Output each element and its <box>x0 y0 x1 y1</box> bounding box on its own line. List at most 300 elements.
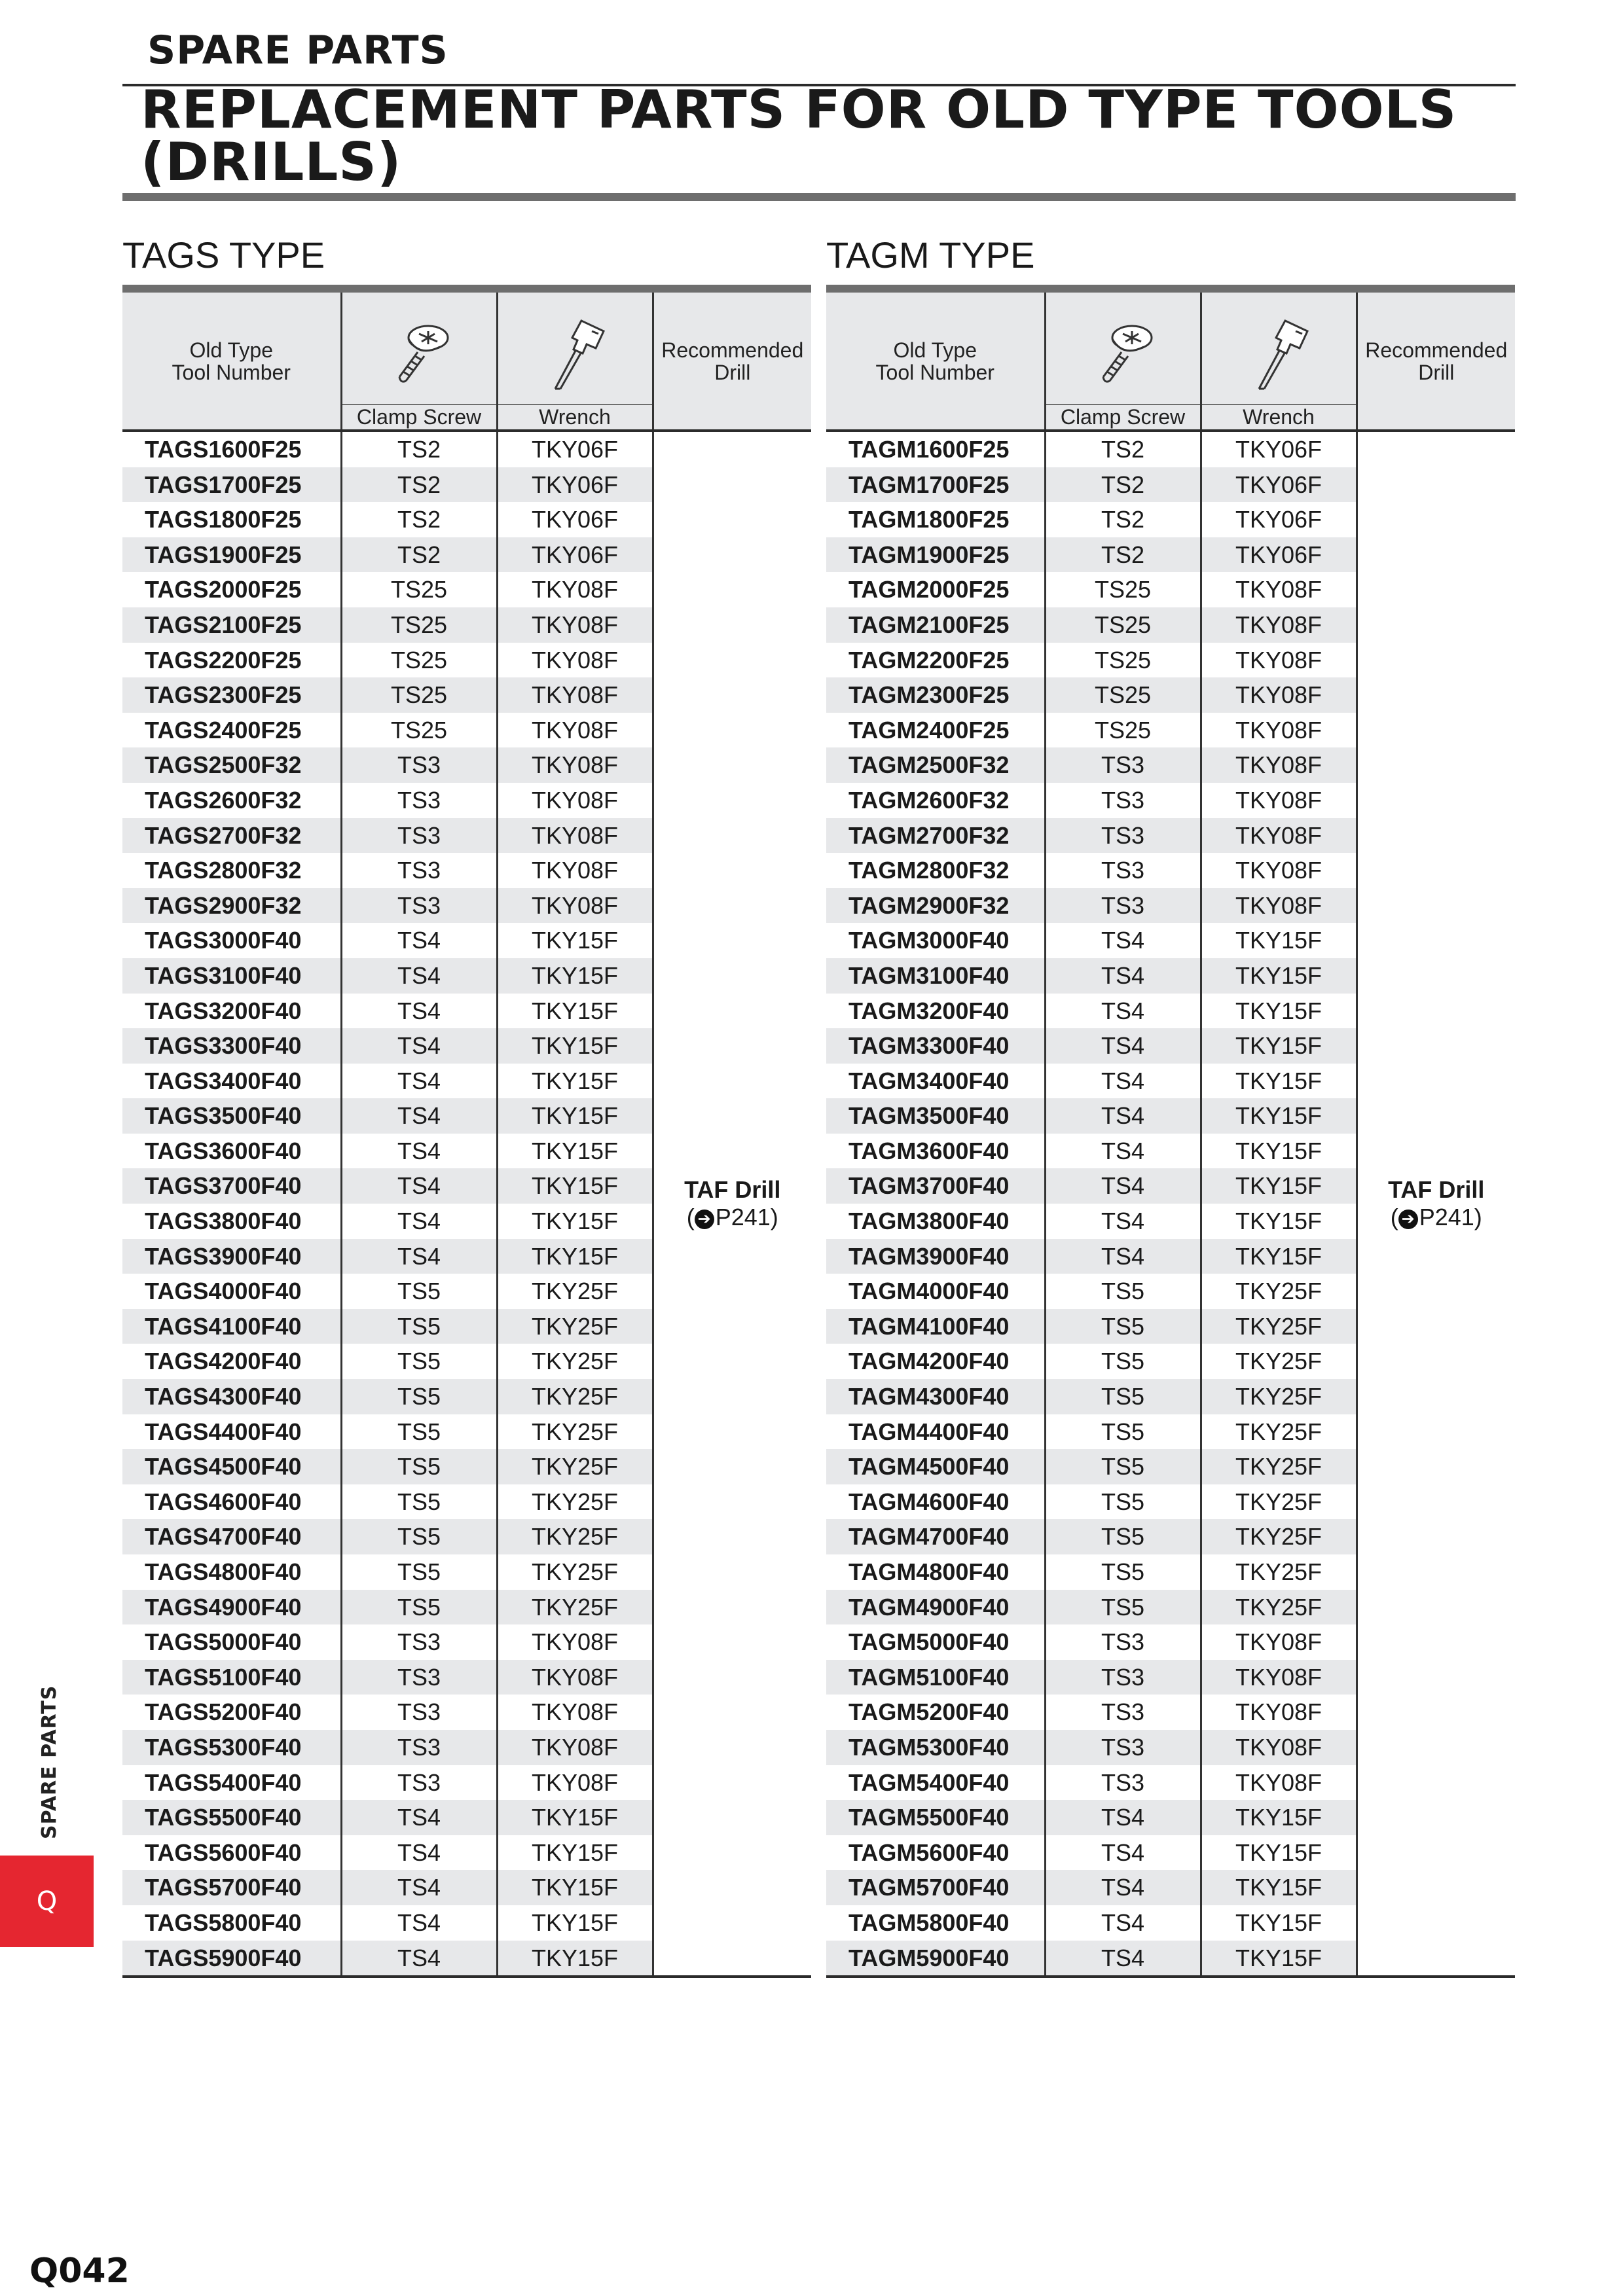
wrench-cell: TKY15F <box>1201 1239 1357 1274</box>
parts-table <box>826 293 1515 1975</box>
wrench-cell: TKY08F <box>497 747 653 783</box>
recommended-drill-name: TAF Drill <box>684 1176 781 1204</box>
wrench-cell: TKY15F <box>531 1067 619 1094</box>
ref-page: P241) <box>715 1204 778 1231</box>
header-tool-number <box>826 293 1045 431</box>
wrench-cell: TKY15F <box>497 1800 653 1835</box>
clamp-screw-cell: TS5 <box>1045 1309 1201 1344</box>
clamp-screw-cell: TS2 <box>1045 432 1201 467</box>
tool-number-cell: TAGM3300F40 <box>826 1028 1045 1064</box>
tool-number-cell: TAGS3500F40 <box>122 1098 341 1134</box>
tool-number-cell: TAGM5900F40 <box>826 1941 1045 1976</box>
wrench-cell: TKY06F <box>1201 467 1357 503</box>
clamp-screw-cell: TS4 <box>1045 1239 1201 1274</box>
clamp-screw-cell: TS5 <box>341 1344 497 1379</box>
tool-number-cell: TAGS3600F40 <box>122 1134 341 1169</box>
tool-number-cell: TAGS4000F40 <box>122 1274 341 1309</box>
clamp-screw-cell: TS5 <box>341 1379 497 1414</box>
title-rule <box>122 193 1516 201</box>
tool-number-cell: TAGM4400F40 <box>826 1414 1045 1450</box>
wrench-cell: TKY08F <box>1201 1660 1357 1695</box>
ref-open-paren: ( <box>686 1204 695 1231</box>
header-row <box>122 293 811 404</box>
tool-number-cell: TAGM4800F40 <box>826 1554 1045 1590</box>
wrench-cell: TKY15F <box>497 1941 653 1976</box>
page-title: REPLACEMENT PARTS FOR OLD TYPE TOOLS (DRILLS) <box>141 79 1457 192</box>
tool-number-cell: TAGS2400F25 <box>122 713 341 748</box>
tool-number-cell: TAGM3000F40 <box>826 923 1045 958</box>
clamp-screw-cell: TS3 <box>1045 1695 1201 1730</box>
wrench-cell: TKY08F <box>1201 888 1357 924</box>
tool-number-cell: TAGS5700F40 <box>122 1870 341 1905</box>
tool-number-cell: TAGM5500F40 <box>826 1800 1045 1835</box>
arrow-right-icon: ➔ <box>695 1210 714 1229</box>
clamp-screw-cell: TS5 <box>341 1484 497 1520</box>
header-row <box>826 293 1515 404</box>
clamp-screw-icon <box>380 315 458 394</box>
tool-number-cell: TAGS4400F40 <box>122 1414 341 1450</box>
clamp-screw-cell: TS5 <box>341 1274 497 1309</box>
tool-number-cell: TAGS3200F40 <box>122 994 341 1029</box>
clamp-screw-cell: TS3 <box>1045 747 1201 783</box>
wrench-cell: TKY08F <box>531 1628 619 1656</box>
tool-number-cell: TAGM2000F25 <box>826 572 1045 607</box>
wrench-cell: TKY08F <box>497 607 653 643</box>
wrench-cell: TKY25F <box>497 1449 653 1484</box>
tool-number-cell: TAGS2500F32 <box>122 747 341 783</box>
tool-number-cell: TAGS4900F40 <box>122 1590 341 1625</box>
tool-number-cell: TAGM5200F40 <box>826 1695 1045 1730</box>
table-bottom-rule <box>826 1975 1515 1978</box>
wrench-cell: TKY15F <box>531 927 619 954</box>
wrench-cell: TKY08F <box>1235 1768 1322 1796</box>
wrench-cell: TKY06F <box>1235 506 1322 533</box>
clamp-screw-cell: TS25 <box>341 572 497 607</box>
wrench-icon <box>536 315 614 394</box>
wrench-cell: TKY08F <box>497 888 653 924</box>
tool-number-cell: TAGM4200F40 <box>826 1344 1045 1379</box>
wrench-cell: TKY08F <box>531 716 619 744</box>
tool-number-cell: TAGS5500F40 <box>122 1800 341 1835</box>
clamp-screw-cell: TS4 <box>1045 1064 1201 1099</box>
tool-number-cell: TAGS2300F25 <box>122 677 341 713</box>
wrench-cell: TKY08F <box>1201 818 1357 853</box>
clamp-screw-cell: TS4 <box>1045 1941 1201 1976</box>
wrench-cell: TKY25F <box>497 1519 653 1554</box>
wrench-cell: TKY08F <box>1235 786 1322 814</box>
clamp-screw-cell: TS4 <box>341 1204 497 1239</box>
tool-number-cell: TAGM5100F40 <box>826 1660 1045 1695</box>
tool-number-cell: TAGS2100F25 <box>122 607 341 643</box>
clamp-screw-cell: TS2 <box>1045 467 1201 503</box>
wrench-cell: TKY08F <box>531 576 619 603</box>
table-row <box>826 432 1515 467</box>
tool-number-cell: TAGS2700F32 <box>122 818 341 853</box>
tool-number-cell: TAGM4600F40 <box>826 1484 1045 1520</box>
tool-number-cell: TAGS5900F40 <box>122 1941 341 1976</box>
table-top-bar <box>122 285 811 293</box>
clamp-screw-cell: TS4 <box>1045 1204 1201 1239</box>
wrench-cell: TKY15F <box>497 1168 653 1204</box>
wrench-cell: TKY15F <box>497 1098 653 1134</box>
tagm-block <box>826 236 1515 1978</box>
wrench-cell: TKY08F <box>1201 1730 1357 1765</box>
wrench-cell: TKY15F <box>1235 1909 1322 1936</box>
clamp-screw-cell: TS25 <box>341 713 497 748</box>
wrench-cell: TKY25F <box>531 1558 619 1585</box>
clamp-screw-cell: TS2 <box>341 537 497 573</box>
clamp-screw-cell: TS3 <box>341 888 497 924</box>
clamp-screw-cell: TS4 <box>341 1870 497 1905</box>
clamp-screw-cell: TS5 <box>1045 1344 1201 1379</box>
tool-number-cell: TAGM5000F40 <box>826 1624 1045 1660</box>
wrench-cell: TKY25F <box>1201 1449 1357 1484</box>
clamp-screw-cell: TS4 <box>1045 1800 1201 1835</box>
tool-number-cell: TAGM4700F40 <box>826 1519 1045 1554</box>
tool-number-cell: TAGM3700F40 <box>826 1168 1045 1204</box>
wrench-cell: TKY15F <box>1201 1098 1357 1134</box>
tool-number-cell: TAGM4300F40 <box>826 1379 1045 1414</box>
tool-number-cell: TAGM3800F40 <box>826 1204 1045 1239</box>
clamp-screw-cell: TS5 <box>1045 1519 1201 1554</box>
wrench-cell: TKY15F <box>1201 1800 1357 1835</box>
header-clamp-screw-icon <box>341 293 497 404</box>
header-clamp-screw: Clamp Screw <box>1045 404 1201 431</box>
tool-number-cell: TAGM5400F40 <box>826 1765 1045 1801</box>
clamp-screw-cell: TS5 <box>1045 1590 1201 1625</box>
clamp-screw-cell: TS5 <box>1045 1449 1201 1484</box>
wrench-cell: TKY08F <box>1235 1698 1322 1726</box>
wrench-cell: TKY15F <box>1235 1839 1322 1866</box>
clamp-screw-cell: TS3 <box>341 783 497 818</box>
wrench-cell: TKY15F <box>1235 997 1322 1024</box>
clamp-screw-cell: TS4 <box>1045 958 1201 994</box>
wrench-cell: TKY25F <box>1201 1590 1357 1625</box>
tool-number-cell: TAGM2700F32 <box>826 818 1045 853</box>
clamp-screw-cell: TS3 <box>1045 1624 1201 1660</box>
tool-number-cell: TAGM1900F25 <box>826 537 1045 573</box>
tool-number-cell: TAGS5400F40 <box>122 1765 341 1801</box>
clamp-screw-cell: TS2 <box>1045 537 1201 573</box>
wrench-cell: TKY15F <box>1201 1168 1357 1204</box>
tool-number-cell: TAGS5100F40 <box>122 1660 341 1695</box>
clamp-screw-cell: TS4 <box>341 1064 497 1099</box>
tool-number-cell: TAGM4900F40 <box>826 1590 1045 1625</box>
header-wrench-icon <box>1201 293 1357 404</box>
header-recommended-drill-label: Recommended Drill <box>661 338 804 384</box>
tool-number-cell: TAGS4300F40 <box>122 1379 341 1414</box>
clamp-screw-cell: TS4 <box>341 923 497 958</box>
clamp-screw-cell: TS2 <box>1045 502 1201 537</box>
tool-number-cell: TAGS4100F40 <box>122 1309 341 1344</box>
wrench-cell: TKY08F <box>497 818 653 853</box>
section-label: SPARE PARTS <box>147 27 448 73</box>
recommended-drill-cell <box>1357 432 1515 1975</box>
tool-number-cell: TAGS5000F40 <box>122 1624 341 1660</box>
clamp-screw-cell: TS25 <box>341 677 497 713</box>
clamp-screw-cell: TS3 <box>1045 1660 1201 1695</box>
tool-number-cell: TAGM1800F25 <box>826 502 1045 537</box>
tool-number-cell: TAGM4100F40 <box>826 1309 1045 1344</box>
clamp-screw-cell: TS25 <box>1045 677 1201 713</box>
table-title: TAGM TYPE <box>826 234 1035 276</box>
clamp-screw-cell: TS3 <box>1045 783 1201 818</box>
recommended-drill-cell <box>653 432 811 1975</box>
clamp-screw-cell: TS4 <box>341 958 497 994</box>
tool-number-cell: TAGM3900F40 <box>826 1239 1045 1274</box>
wrench-cell: TKY15F <box>531 997 619 1024</box>
clamp-screw-cell: TS5 <box>1045 1554 1201 1590</box>
wrench-cell: TKY08F <box>1235 646 1322 673</box>
tool-number-cell: TAGM5800F40 <box>826 1905 1045 1941</box>
tool-number-cell: TAGM2900F32 <box>826 888 1045 924</box>
header-wrench: Wrench <box>497 404 653 431</box>
clamp-screw-cell: TS4 <box>341 994 497 1029</box>
wrench-cell: TKY15F <box>497 1239 653 1274</box>
ref-open-paren: ( <box>1390 1204 1398 1231</box>
wrench-cell: TKY25F <box>531 1278 619 1305</box>
clamp-screw-cell: TS4 <box>341 1941 497 1976</box>
clamp-screw-cell: TS3 <box>341 747 497 783</box>
clamp-screw-cell: TS3 <box>341 1695 497 1730</box>
tool-number-cell: TAGS4500F40 <box>122 1449 341 1484</box>
wrench-cell: TKY08F <box>1235 716 1322 744</box>
tool-number-cell: TAGM5300F40 <box>826 1730 1045 1765</box>
wrench-cell: TKY08F <box>497 1730 653 1765</box>
clamp-screw-cell: TS4 <box>341 1835 497 1871</box>
tool-number-cell: TAGM3100F40 <box>826 958 1045 994</box>
clamp-screw-cell: TS3 <box>1045 853 1201 888</box>
tool-number-cell: TAGS2200F25 <box>122 643 341 678</box>
header-tool-number <box>122 293 341 431</box>
tool-number-cell: TAGS5600F40 <box>122 1835 341 1871</box>
tool-number-cell: TAGM4000F40 <box>826 1274 1045 1309</box>
wrench-cell: TKY06F <box>497 537 653 573</box>
recommended-drill-name: TAF Drill <box>1388 1176 1485 1204</box>
wrench-cell: TKY15F <box>1201 958 1357 994</box>
clamp-screw-cell: TS4 <box>341 1134 497 1169</box>
clamp-screw-cell: TS3 <box>341 853 497 888</box>
wrench-cell: TKY25F <box>1235 1348 1322 1375</box>
tool-number-cell: TAGM5700F40 <box>826 1870 1045 1905</box>
wrench-cell: TKY15F <box>1235 1137 1322 1164</box>
wrench-cell: TKY08F <box>1235 857 1322 884</box>
tool-number-cell: TAGM3600F40 <box>826 1134 1045 1169</box>
clamp-screw-cell: TS4 <box>1045 1098 1201 1134</box>
clamp-screw-cell: TS4 <box>341 1905 497 1941</box>
wrench-icon <box>1239 315 1318 394</box>
header-recommended-drill <box>1357 293 1515 431</box>
clamp-screw-cell: TS5 <box>1045 1484 1201 1520</box>
clamp-screw-cell: TS5 <box>341 1519 497 1554</box>
clamp-screw-cell: TS4 <box>341 1028 497 1064</box>
wrench-cell: TKY25F <box>1201 1379 1357 1414</box>
clamp-screw-cell: TS25 <box>1045 607 1201 643</box>
clamp-screw-cell: TS4 <box>1045 1028 1201 1064</box>
wrench-cell: TKY15F <box>531 1208 619 1235</box>
tool-number-cell: TAGS4800F40 <box>122 1554 341 1590</box>
clamp-screw-cell: TS5 <box>341 1414 497 1450</box>
section-tab[interactable]: Q <box>0 1856 94 1947</box>
tool-number-cell: TAGM3400F40 <box>826 1064 1045 1099</box>
tool-number-cell: TAGS1800F25 <box>122 502 341 537</box>
clamp-screw-cell: TS5 <box>1045 1379 1201 1414</box>
tool-number-cell: TAGM2400F25 <box>826 713 1045 748</box>
tool-number-cell: TAGS5300F40 <box>122 1730 341 1765</box>
wrench-cell: TKY06F <box>1201 537 1357 573</box>
tool-number-cell: TAGM2300F25 <box>826 677 1045 713</box>
wrench-cell: TKY25F <box>1235 1418 1322 1445</box>
tool-number-cell: TAGS5800F40 <box>122 1905 341 1941</box>
wrench-cell: TKY25F <box>1201 1519 1357 1554</box>
wrench-cell: TKY06F <box>497 467 653 503</box>
wrench-cell: TKY25F <box>1235 1488 1322 1515</box>
table-title: TAGS TYPE <box>122 234 325 276</box>
clamp-screw-cell: TS5 <box>1045 1274 1201 1309</box>
wrench-cell: TKY15F <box>497 1870 653 1905</box>
side-label: SPARE PARTS <box>38 1685 61 1839</box>
clamp-screw-cell: TS3 <box>341 818 497 853</box>
tool-number-cell: TAGS3000F40 <box>122 923 341 958</box>
header-wrench-icon <box>497 293 653 404</box>
clamp-screw-cell: TS25 <box>1045 643 1201 678</box>
recommended-drill-ref[interactable] <box>1358 1204 1516 1231</box>
wrench-cell: TKY08F <box>531 857 619 884</box>
wrench-cell: TKY15F <box>531 1909 619 1936</box>
clamp-screw-cell: TS3 <box>1045 818 1201 853</box>
wrench-cell: TKY25F <box>531 1488 619 1515</box>
tool-number-cell: TAGM3200F40 <box>826 994 1045 1029</box>
wrench-cell: TKY06F <box>531 436 619 463</box>
clamp-screw-cell: TS3 <box>341 1660 497 1695</box>
clamp-screw-cell: TS3 <box>341 1624 497 1660</box>
tool-number-cell: TAGS2000F25 <box>122 572 341 607</box>
wrench-cell: TKY06F <box>1235 436 1322 463</box>
tool-number-cell: TAGS4700F40 <box>122 1519 341 1554</box>
wrench-cell: TKY08F <box>531 1698 619 1726</box>
tool-number-cell: TAGM2100F25 <box>826 607 1045 643</box>
tool-number-cell: TAGM4500F40 <box>826 1449 1045 1484</box>
wrench-cell: TKY25F <box>1235 1278 1322 1305</box>
ref-page: P241) <box>1419 1204 1482 1231</box>
tool-number-cell: TAGS3800F40 <box>122 1204 341 1239</box>
tool-number-cell: TAGS3700F40 <box>122 1168 341 1204</box>
header-wrench: Wrench <box>1201 404 1357 431</box>
clamp-screw-cell: TS4 <box>1045 1835 1201 1871</box>
clamp-screw-cell: TS25 <box>1045 572 1201 607</box>
clamp-screw-cell: TS4 <box>1045 1168 1201 1204</box>
clamp-screw-cell: TS4 <box>341 1239 497 1274</box>
wrench-cell: TKY15F <box>1201 1870 1357 1905</box>
header-clamp-screw-icon <box>1045 293 1201 404</box>
wrench-cell: TKY25F <box>531 1348 619 1375</box>
wrench-cell: TKY25F <box>1201 1309 1357 1344</box>
tool-number-cell: TAGM2500F32 <box>826 747 1045 783</box>
clamp-screw-cell: TS5 <box>341 1554 497 1590</box>
wrench-cell: TKY25F <box>1235 1558 1322 1585</box>
clamp-screw-cell: TS4 <box>1045 1870 1201 1905</box>
tool-number-cell: TAGS3900F40 <box>122 1239 341 1274</box>
wrench-cell: TKY08F <box>1201 747 1357 783</box>
wrench-cell: TKY08F <box>531 1768 619 1796</box>
wrench-cell: TKY08F <box>1235 576 1322 603</box>
clamp-screw-cell: TS4 <box>1045 994 1201 1029</box>
clamp-screw-cell: TS2 <box>341 467 497 503</box>
tool-number-cell: TAGM1600F25 <box>826 432 1045 467</box>
clamp-screw-cell: TS25 <box>341 607 497 643</box>
arrow-right-icon: ➔ <box>1398 1210 1418 1229</box>
wrench-cell: TKY25F <box>531 1418 619 1445</box>
tool-number-cell: TAGS2800F32 <box>122 853 341 888</box>
clamp-screw-cell: TS4 <box>341 1168 497 1204</box>
wrench-cell: TKY08F <box>531 786 619 814</box>
tool-number-cell: TAGM3500F40 <box>826 1098 1045 1134</box>
clamp-screw-cell: TS5 <box>1045 1414 1201 1450</box>
tool-number-cell: TAGM5600F40 <box>826 1835 1045 1871</box>
wrench-cell: TKY15F <box>497 958 653 994</box>
tool-number-cell: TAGM2200F25 <box>826 643 1045 678</box>
wrench-cell: TKY15F <box>497 1028 653 1064</box>
header-tool-number-label: Old Type Tool Number <box>172 338 291 384</box>
clamp-screw-cell: TS25 <box>1045 713 1201 748</box>
wrench-cell: TKY15F <box>1235 927 1322 954</box>
clamp-screw-cell: TS5 <box>341 1590 497 1625</box>
clamp-screw-cell: TS3 <box>1045 1730 1201 1765</box>
header-recommended-drill <box>653 293 811 431</box>
header-recommended-drill-label: Recommended Drill <box>1365 338 1508 384</box>
tool-number-cell: TAGS1900F25 <box>122 537 341 573</box>
tool-number-cell: TAGS4600F40 <box>122 1484 341 1520</box>
page-number: Q042 <box>29 2251 130 2291</box>
wrench-cell: TKY25F <box>497 1309 653 1344</box>
clamp-screw-cell: TS3 <box>1045 888 1201 924</box>
tool-number-cell: TAGS2900F32 <box>122 888 341 924</box>
recommended-drill-ref[interactable] <box>654 1204 812 1231</box>
tool-number-cell: TAGS1700F25 <box>122 467 341 503</box>
header-tool-number-label: Old Type Tool Number <box>875 338 994 384</box>
tool-number-cell: TAGS3300F40 <box>122 1028 341 1064</box>
clamp-screw-cell: TS4 <box>1045 1905 1201 1941</box>
tool-number-cell: TAGM2800F32 <box>826 853 1045 888</box>
wrench-cell: TKY15F <box>531 1839 619 1866</box>
tool-number-cell: TAGS3400F40 <box>122 1064 341 1099</box>
tool-number-cell: TAGM1700F25 <box>826 467 1045 503</box>
wrench-cell: TKY08F <box>1235 1628 1322 1656</box>
wrench-cell: TKY08F <box>531 646 619 673</box>
clamp-screw-cell: TS4 <box>341 1800 497 1835</box>
wrench-cell: TKY15F <box>1201 1941 1357 1976</box>
wrench-cell: TKY15F <box>1201 1028 1357 1064</box>
clamp-screw-cell: TS5 <box>341 1309 497 1344</box>
tool-number-cell: TAGS5200F40 <box>122 1695 341 1730</box>
tool-number-cell: TAGM2600F32 <box>826 783 1045 818</box>
clamp-screw-cell: TS4 <box>1045 923 1201 958</box>
wrench-cell: TKY08F <box>1201 607 1357 643</box>
clamp-screw-cell: TS3 <box>341 1730 497 1765</box>
wrench-cell: TKY08F <box>497 677 653 713</box>
wrench-cell: TKY15F <box>531 1137 619 1164</box>
tool-number-cell: TAGS2600F32 <box>122 783 341 818</box>
wrench-cell: TKY25F <box>497 1590 653 1625</box>
tool-number-cell: TAGS4200F40 <box>122 1344 341 1379</box>
table-top-bar <box>826 285 1515 293</box>
table-bottom-rule <box>122 1975 811 1978</box>
clamp-screw-cell: TS4 <box>1045 1134 1201 1169</box>
clamp-screw-cell: TS2 <box>341 502 497 537</box>
tags-block <box>122 236 811 1978</box>
wrench-cell: TKY08F <box>497 1660 653 1695</box>
wrench-cell: TKY15F <box>1235 1208 1322 1235</box>
